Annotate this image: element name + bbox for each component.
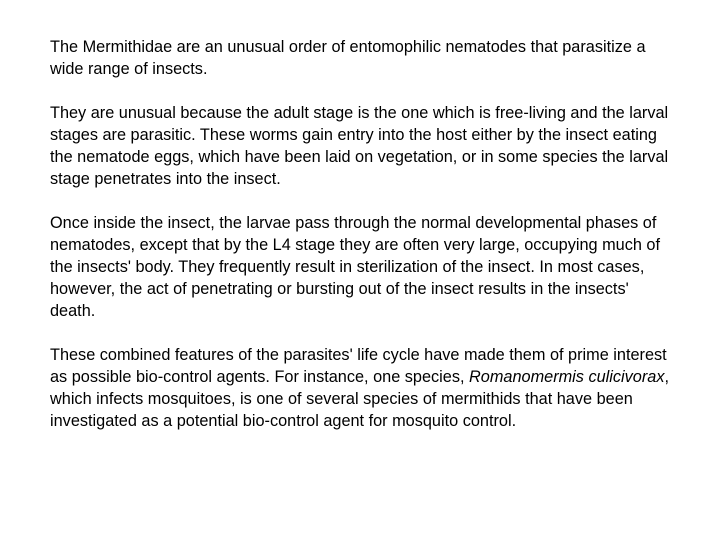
species-name: Romanomermis culicivorax	[469, 368, 665, 386]
paragraph-intro: The Mermithidae are an unusual order of entomophilic nematodes that parasitize a wide range of insects.	[50, 38, 646, 78]
biocontrol-text-start: These combined features of the parasites' life cycle have made them of prime interest as possible bio-control agents. For instance, one species,	[50, 346, 667, 386]
paragraph-biocontrol	[50, 344, 670, 432]
biocontrol-text-end: , which infects mosquitoes, is one of several species of mermithids that have been investigated as a potential bio-control agent for mosquito control.	[50, 368, 669, 430]
paragraph-development: Once inside the insect, the larvae pass through the normal developmental phases of nematodes, except that by the L4 stage they are often very large, occupying much of the insects' body. They frequently result in sterilization of the insect. In most cases, however, the act of penetrating or bursting out of the insect results in the insects' death.	[50, 214, 661, 320]
paragraph-life-stages: They are unusual because the adult stage is the one which is free-living and the larval stages are parasitic. These worms gain entry into the host either by the insect eating the nematode eggs, which have been laid on vegetation, or in some species the larval stage penetrates into the insect.	[50, 104, 669, 188]
